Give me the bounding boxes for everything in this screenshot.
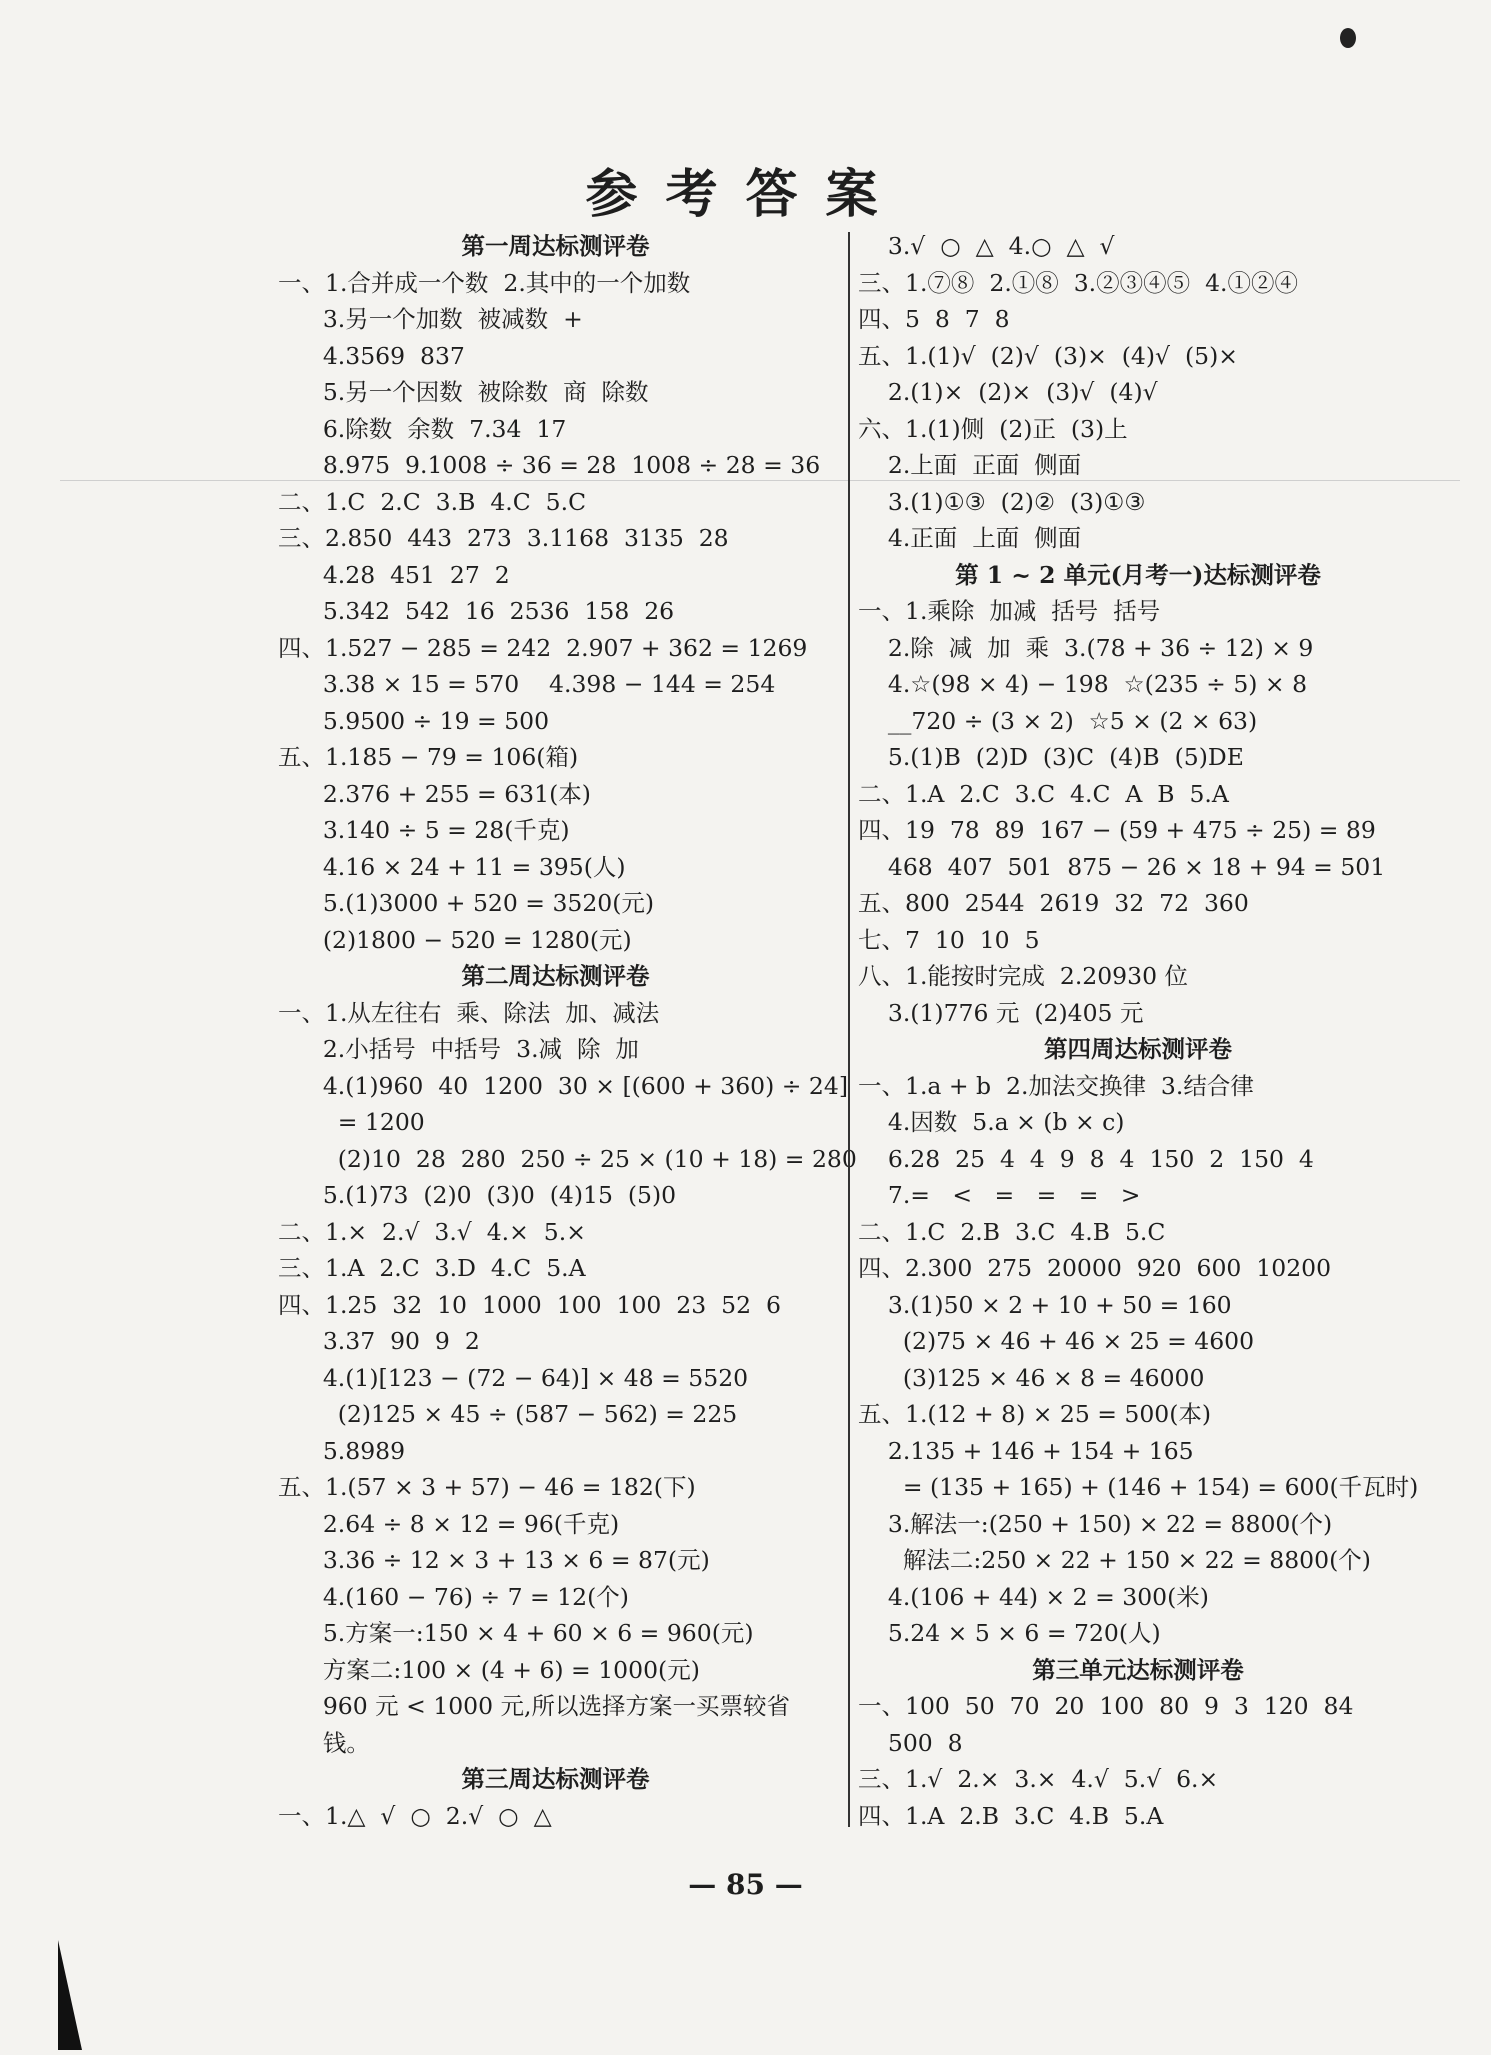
- section-title: 第二周达标测评卷: [461, 962, 650, 990]
- answer-line: 4.16 × 24 + 11 = 395(人): [278, 852, 626, 881]
- corner-mark: [58, 1940, 82, 2050]
- section-title: 第一周达标测评卷: [461, 232, 650, 260]
- page-number: — 85 —: [688, 1868, 803, 1901]
- column-divider: [848, 232, 850, 1827]
- answer-line: 2.除 减 加 乘 3.(78 + 36 ÷ 12) × 9: [858, 633, 1314, 662]
- answer-line: 一、1.a + b 2.加法交换律 3.结合律: [858, 1071, 1254, 1100]
- answer-line: 三、1.√ 2.× 3.× 4.√ 5.√ 6.×: [858, 1765, 1219, 1793]
- answer-line: 一、1.合并成一个数 2.其中的一个加数: [278, 268, 691, 297]
- answer-line: 4.(1)960 40 1200 30 × [(600 + 360) ÷ 24]: [278, 1071, 848, 1100]
- answer-line: 四、2.300 275 20000 920 600 10200: [858, 1254, 1332, 1282]
- answer-line: 三、2.850 443 273 3.1168 3135 28: [278, 524, 729, 552]
- answer-line: 五、1.185 − 79 = 106(箱): [278, 743, 579, 771]
- answer-line: 钱。: [278, 1728, 370, 1757]
- answer-line: = (135 + 165) + (146 + 154) = 600(千瓦时): [858, 1473, 1419, 1501]
- right-answer-column: [858, 228, 1418, 1834]
- answer-line: 一、1.△ √ ○ 2.√ ○ △: [278, 1801, 552, 1830]
- answer-line: 3.另一个加数 被减数 +: [278, 305, 583, 333]
- answer-line: 4.正面 上面 侧面: [858, 524, 1082, 552]
- answer-line: 2.135 + 146 + 154 + 165: [858, 1436, 1194, 1465]
- answer-line: (2)10 28 280 250 ÷ 25 × (10 + 18) = 280: [278, 1144, 857, 1173]
- answer-line: 五、1.(57 × 3 + 57) − 46 = 182(下): [278, 1473, 696, 1501]
- answer-line: 5.另一个因数 被除数 商 除数: [278, 378, 649, 406]
- answer-line: 3.(1)50 × 2 + 10 + 50 = 160: [858, 1290, 1232, 1319]
- answer-line: 二、1.C 2.C 3.B 4.C 5.C: [278, 487, 587, 516]
- answer-line: 5.(1)B (2)D (3)C (4)B (5)DE: [858, 743, 1244, 771]
- answer-line: 4.因数 5.a × (b × c): [858, 1108, 1125, 1136]
- ink-speck: [1340, 28, 1356, 48]
- answer-line: 一、1.乘除 加减 括号 括号: [858, 597, 1161, 625]
- answer-line: 2.376 + 255 = 631(本): [278, 779, 591, 808]
- answer-line: 6.除数 余数 7.34 17: [278, 414, 567, 443]
- answer-line: 五、1.(12 + 8) × 25 = 500(本): [858, 1400, 1212, 1428]
- answer-line: 四、19 78 89 167 − (59 + 475 ÷ 25) = 89: [858, 816, 1376, 844]
- answer-line: 3.37 90 9 2: [278, 1327, 480, 1355]
- answer-line: 三、1.⑦⑧ 2.①⑧ 3.②③④⑤ 4.①②④: [858, 268, 1299, 297]
- answer-line: 四、1.A 2.B 3.C 4.B 5.A: [858, 1801, 1164, 1830]
- answer-line: (3)125 × 46 × 8 = 46000: [858, 1363, 1205, 1392]
- answer-line: 二、1.C 2.B 3.C 4.B 5.C: [858, 1217, 1166, 1246]
- answer-line: 3.(1)①③ (2)② (3)①③: [858, 487, 1146, 516]
- answer-line: 四、1.25 32 10 1000 100 100 23 52 6: [278, 1290, 781, 1319]
- section-title: 第三单元达标测评卷: [1032, 1655, 1244, 1684]
- answer-line: 5.8989: [278, 1436, 406, 1465]
- answer-line: 5.342 542 16 2536 158 26: [278, 597, 675, 625]
- section-title: 第 1 ~ 2 单元(月考一)达标测评卷: [955, 560, 1321, 589]
- answer-line: 5.(1)3000 + 520 = 3520(元): [278, 889, 655, 917]
- answer-line: 一、100 50 70 20 100 80 9 3 120 84: [858, 1692, 1354, 1720]
- answer-line: 解法二:250 × 22 + 150 × 22 = 8800(个): [858, 1546, 1371, 1574]
- answer-line: 五、1.(1)√ (2)√ (3)× (4)√ (5)×: [858, 341, 1238, 370]
- answer-line: 五、800 2544 2619 32 72 360: [858, 889, 1249, 917]
- answer-line: 4.(106 + 44) × 2 = 300(米): [858, 1582, 1209, 1611]
- answer-line: 2.小括号 中括号 3.减 除 加: [278, 1035, 639, 1063]
- answer-line: 方案二:100 × (4 + 6) = 1000(元): [278, 1655, 700, 1684]
- answer-line: 4.☆(98 × 4) − 198 ☆(235 ÷ 5) × 8: [858, 670, 1308, 698]
- answer-line: 7.= < = = = >: [858, 1181, 1141, 1209]
- answer-line: = 1200: [278, 1108, 425, 1136]
- answer-line: 二、1.A 2.C 3.C 4.C A B 5.A: [858, 779, 1229, 808]
- answer-line: 2.上面 正面 侧面: [858, 451, 1082, 479]
- answer-line: (2)125 × 45 ÷ (587 − 562) = 225: [278, 1400, 738, 1428]
- answer-line: 3.√ ○ △ 4.○ △ √: [858, 232, 1115, 260]
- answer-line: 5.9500 ÷ 19 = 500: [278, 706, 550, 735]
- answer-line: 5.24 × 5 × 6 = 720(人): [858, 1619, 1161, 1647]
- answer-line: 960 元 < 1000 元,所以选择方案一买票较省: [278, 1692, 791, 1720]
- page-title: 参考答案: [585, 164, 906, 225]
- answer-line: 六、1.(1)侧 (2)正 (3)上: [858, 414, 1128, 443]
- answer-line: (2)1800 − 520 = 1280(元): [278, 925, 632, 954]
- answer-line: 3.36 ÷ 12 × 3 + 13 × 6 = 87(元): [278, 1546, 710, 1574]
- answer-line: __720 ÷ (3 × 2) ☆5 × (2 × 63): [858, 706, 1258, 735]
- left-answer-column: [278, 228, 857, 1834]
- answer-line: 一、1.从左往右 乘、除法 加、减法: [278, 998, 660, 1027]
- answer-line: (2)75 × 46 + 46 × 25 = 4600: [858, 1327, 1255, 1355]
- answer-line: 二、1.× 2.√ 3.√ 4.× 5.×: [278, 1217, 586, 1246]
- answer-line: 4.28 451 27 2: [278, 560, 510, 589]
- answer-line: 2.64 ÷ 8 × 12 = 96(千克): [278, 1509, 620, 1538]
- answer-line: 2.(1)× (2)× (3)√ (4)√: [858, 378, 1158, 406]
- answer-line: 3.38 × 15 = 570 4.398 − 144 = 254: [278, 670, 776, 698]
- answer-line: 3.140 ÷ 5 = 28(千克): [278, 816, 570, 844]
- answer-line: 四、1.527 − 285 = 242 2.907 + 362 = 1269: [278, 633, 808, 662]
- section-title: 第三周达标测评卷: [461, 1765, 650, 1793]
- answer-line: 5.方案一:150 × 4 + 60 × 6 = 960(元): [278, 1619, 754, 1647]
- answer-line: 5.(1)73 (2)0 (3)0 (4)15 (5)0: [278, 1181, 677, 1209]
- answer-line: 七、7 10 10 5: [858, 925, 1040, 954]
- answer-line: 500 8: [858, 1728, 963, 1757]
- answer-line: 3.(1)776 元 (2)405 元: [858, 998, 1144, 1027]
- answer-line: 三、1.A 2.C 3.D 4.C 5.A: [278, 1254, 586, 1282]
- answer-line: 3.解法一:(250 + 150) × 22 = 8800(个): [858, 1509, 1333, 1538]
- answer-line: 6.28 25 4 4 9 8 4 150 2 150 4: [858, 1144, 1314, 1173]
- answer-line: 4.(1)[123 − (72 − 64)] × 48 = 5520: [278, 1363, 749, 1392]
- answer-line: 4.(160 − 76) ÷ 7 = 12(个): [278, 1582, 629, 1611]
- answer-line: 4.3569 837: [278, 341, 465, 370]
- section-title: 第四周达标测评卷: [1044, 1035, 1232, 1063]
- answer-line: 四、5 8 7 8: [858, 305, 1010, 333]
- answer-line: 468 407 501 875 − 26 × 18 + 94 = 501: [858, 852, 1386, 881]
- answer-line: 八、1.能按时完成 2.20930 位: [858, 962, 1189, 990]
- answer-line: 8.975 9.1008 ÷ 36 = 28 1008 ÷ 28 = 36: [278, 451, 821, 479]
